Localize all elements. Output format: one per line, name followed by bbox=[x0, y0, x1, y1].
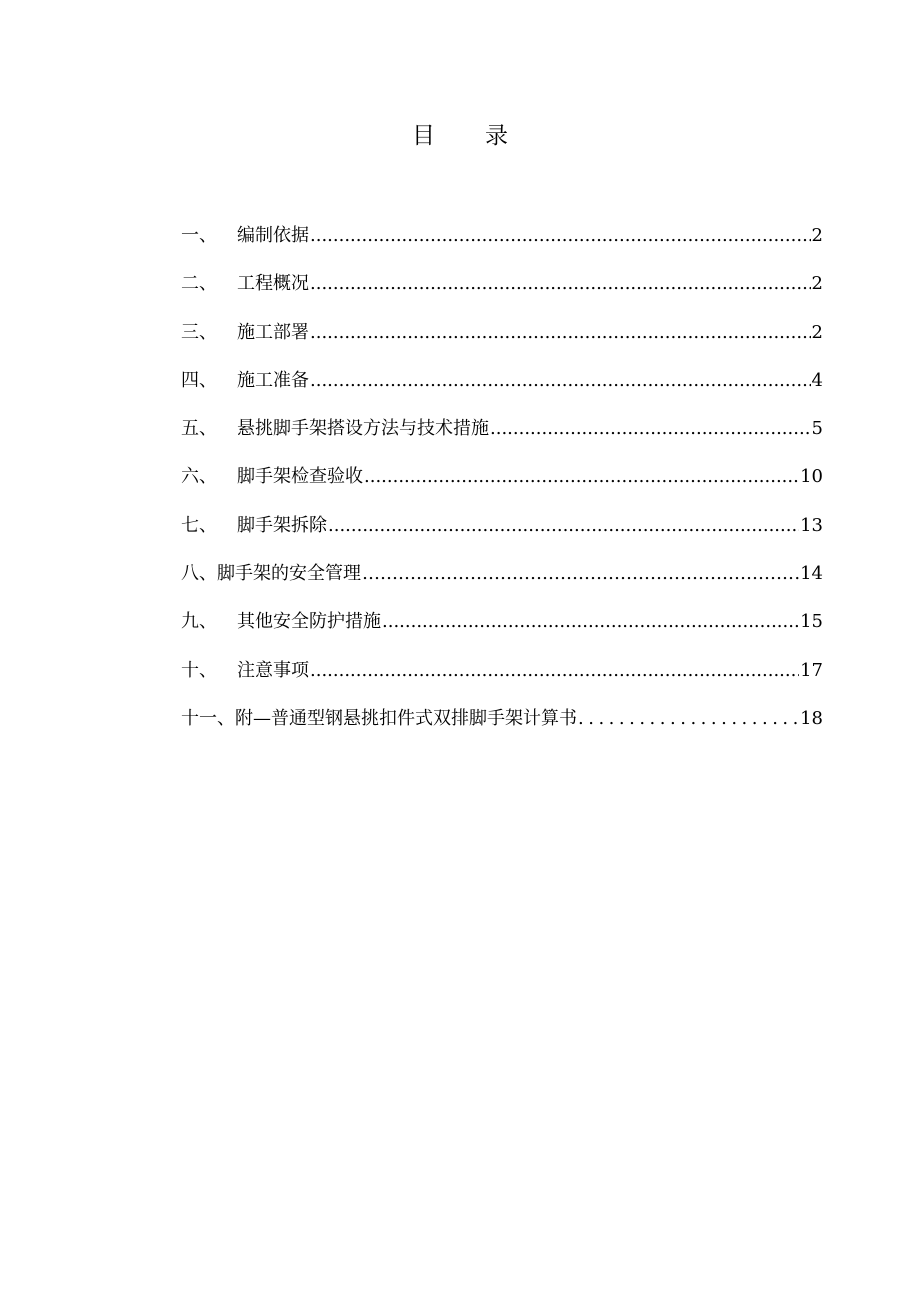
toc-entry-page: 2 bbox=[811, 225, 823, 246]
toc-entry-page: 2 bbox=[811, 273, 823, 295]
toc-entry-page: 5 bbox=[811, 418, 823, 440]
toc-entry-3[interactable] bbox=[181, 309, 823, 357]
toc-title-char-1: 目 bbox=[412, 123, 435, 149]
toc-dot-leader bbox=[310, 309, 811, 357]
toc-entry-number: 九、 bbox=[181, 611, 217, 633]
toc-entry-page: 4 bbox=[811, 369, 823, 391]
toc-entry-number: 五、 bbox=[181, 418, 217, 440]
toc-entry-6[interactable] bbox=[181, 453, 823, 501]
toc-dot-leader bbox=[490, 405, 811, 453]
toc-entry-number: 四、 bbox=[181, 369, 217, 391]
toc-entry-number: 六、 bbox=[181, 466, 217, 488]
toc-entry-11[interactable] bbox=[181, 695, 823, 743]
toc-entry-page: 17 bbox=[800, 659, 823, 681]
toc-entry-number: 八、 bbox=[181, 563, 217, 585]
toc-entry-page: 18 bbox=[800, 707, 823, 729]
toc-entry-5[interactable] bbox=[181, 405, 823, 453]
toc-entry-2[interactable] bbox=[181, 260, 823, 308]
toc-entry-number: 二、 bbox=[181, 273, 217, 295]
toc-dot-leader bbox=[362, 550, 793, 598]
toc-entry-1[interactable] bbox=[181, 212, 823, 260]
toc-entry-page: 2 bbox=[811, 321, 823, 343]
toc-dot-leader bbox=[310, 260, 811, 308]
toc-entry-7[interactable] bbox=[181, 502, 823, 550]
toc-entry-number: 一、 bbox=[181, 225, 217, 246]
toc-entry-number: 十、 bbox=[181, 659, 217, 681]
toc-dot-leader bbox=[578, 695, 799, 743]
toc-entry-label: 施工准备 bbox=[237, 369, 309, 391]
toc-entry-8[interactable] bbox=[181, 550, 823, 598]
toc-entry-page: 13 bbox=[800, 514, 823, 536]
toc-entry-label: 注意事项 bbox=[237, 659, 309, 681]
toc-entry-label: 工程概况 bbox=[237, 273, 309, 295]
toc-dot-leader bbox=[310, 212, 811, 260]
toc-entry-label: 脚手架检查验收 bbox=[237, 466, 363, 488]
toc-entry-label: 脚手架的安全管理 bbox=[217, 563, 361, 585]
toc-entry-number: 十一、 bbox=[181, 707, 235, 729]
toc-dot-leader bbox=[328, 502, 799, 550]
toc-entry-10[interactable] bbox=[181, 647, 823, 695]
toc-entry-label: 脚手架拆除 bbox=[237, 514, 327, 536]
toc-entry-label: 其他安全防护措施 bbox=[237, 611, 381, 633]
toc-entry-label: 编制依据 bbox=[237, 225, 309, 246]
toc-dot-leader bbox=[364, 453, 799, 501]
table-of-contents bbox=[181, 212, 823, 743]
toc-entry-page: .14 bbox=[794, 563, 823, 585]
toc-entry-page: 15 bbox=[800, 611, 823, 633]
toc-dot-leader bbox=[310, 647, 799, 695]
toc-entry-label: 附—普通型钢悬挑扣件式双排脚手架计算书 bbox=[235, 707, 577, 729]
toc-entry-label: 施工部署 bbox=[237, 321, 309, 343]
toc-dot-leader bbox=[310, 357, 811, 405]
toc-title-char-2: 录 bbox=[485, 123, 508, 149]
toc-entry-9[interactable] bbox=[181, 598, 823, 646]
toc-dot-leader bbox=[382, 598, 799, 646]
toc-entry-number: 七、 bbox=[181, 514, 217, 536]
toc-entry-4[interactable] bbox=[181, 357, 823, 405]
toc-entry-number: 三、 bbox=[181, 321, 217, 343]
toc-entry-page: 10 bbox=[800, 466, 823, 488]
toc-title bbox=[0, 118, 920, 154]
toc-entry-label: 悬挑脚手架搭设方法与技术措施 bbox=[237, 418, 489, 440]
